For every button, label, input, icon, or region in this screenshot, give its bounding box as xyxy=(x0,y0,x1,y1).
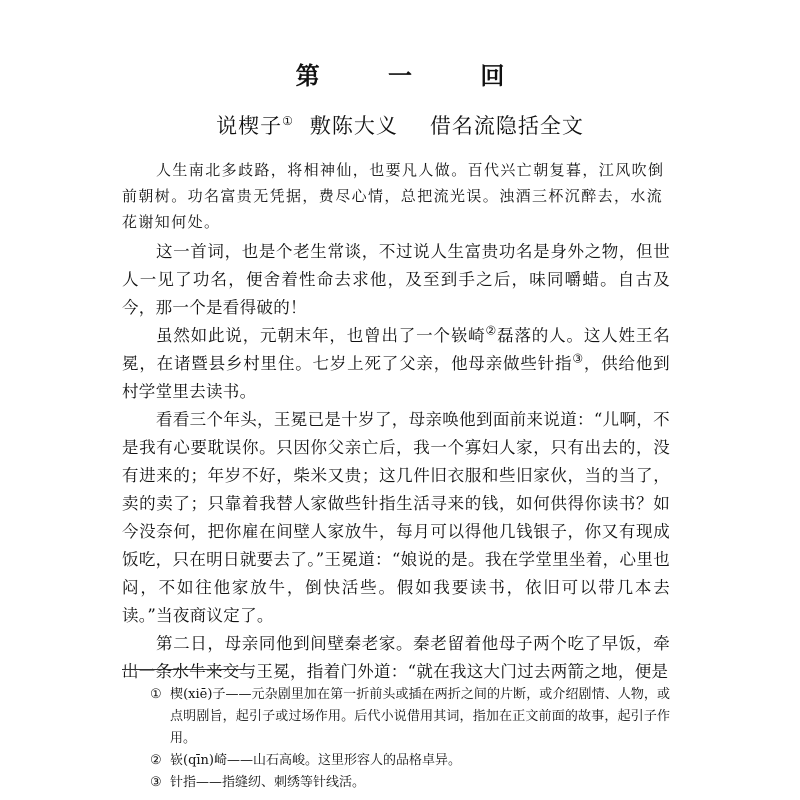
footnote-ref-2: ② xyxy=(485,323,498,338)
poem-text: 人生南北多歧路，将相神仙，也要凡人做。百代兴亡朝复暮，江风吹倒前朝树。功名富贵无凭据，费尽心情，总把流光误。浊酒三杯沉醉去，水流花谢知何处。 xyxy=(122,161,665,231)
paragraph-1: 这一首词，也是个老生常谈，不过说人生富贵功名是身外之物，但世人一见了功名，便舍着性命去求他，及至到手之后，味同嚼蜡。自古及今，那一个是看得破的！ xyxy=(122,242,670,317)
body-text xyxy=(122,238,670,686)
paragraph-2-part-c: ，供给他到村学堂里去读书。 xyxy=(122,354,670,401)
footnotes xyxy=(122,684,670,794)
footnote-ref-3: ③ xyxy=(572,351,584,366)
paragraph-2-part-a: 虽然如此说，元朝末年，也曾出了一个嵚崎 xyxy=(156,326,486,345)
paragraph-2 xyxy=(122,322,670,406)
paragraph-2-part-b: 磊落的人。这人姓王名冕，在诸暨县乡村里住。七岁上死了父亲，他母亲做些针指 xyxy=(122,326,671,373)
footnote-text: 针指——指缝纫、刺绣等针线活。 xyxy=(170,775,366,790)
subtitle-part1: 说楔子 xyxy=(216,114,283,138)
paragraph-3: 看看三个年头，王冕已是十岁了，母亲唤他到面前来说道：“儿啊，不是我有心要耽误你。只因你父亲亡后，我一个寡妇人家，只有出去的，没有进来的；年岁不好，柴米又贵；这几件旧衣服和些旧家伙，当的当了，卖的卖了；只靠着我替人家做些针指生活寻来的钱，如何供得你读书？如今没奈何，把你雇在间壁人家放牛，每月可以得他几钱银子，你又有现成饭吃，只在明日就要去了。”王冕道：“娘说的是。我在学堂里坐着，心里也闷，不如往他家放牛，倒快活些。假如我要读书，依旧可以带几本去读。”当夜商议定了。 xyxy=(122,410,670,625)
footnote-number: ① xyxy=(150,687,162,702)
chapter-title: 第 一 回 xyxy=(295,62,535,90)
subtitle-part2: 敷陈大义 xyxy=(309,114,398,138)
footnote-divider xyxy=(122,669,252,670)
opening-poem xyxy=(122,157,670,235)
subtitle-part3: 借名流隐括全文 xyxy=(429,114,584,138)
footnote-text: 楔(xiē)子——元杂剧里加在第一折前头或插在两折之间的片断，或介绍剧情、人物，或点明剧旨，起引子或过场作用。后代小说借用其词，指加在正文前面的故事，起引子作用。 xyxy=(170,687,670,746)
paragraph-4: 第二日，母亲同他到间壁秦老家。秦老留着他母子两个吃了早饭，牵出一条水牛来交与王冕，指着门外道：“就在我这大门过去两箭之地，便是 xyxy=(122,634,670,681)
subtitle-note-mark: ① xyxy=(282,114,294,128)
footnote-text: 嵚(qīn)崎——山石高峻。这里形容人的品格卓异。 xyxy=(170,753,461,768)
footnote-number: ③ xyxy=(150,775,162,790)
footnote-2 xyxy=(122,750,670,772)
footnote-1 xyxy=(122,684,670,750)
footnote-number: ② xyxy=(150,753,162,768)
chapter-subtitle xyxy=(0,110,800,140)
footnote-3 xyxy=(122,772,670,794)
